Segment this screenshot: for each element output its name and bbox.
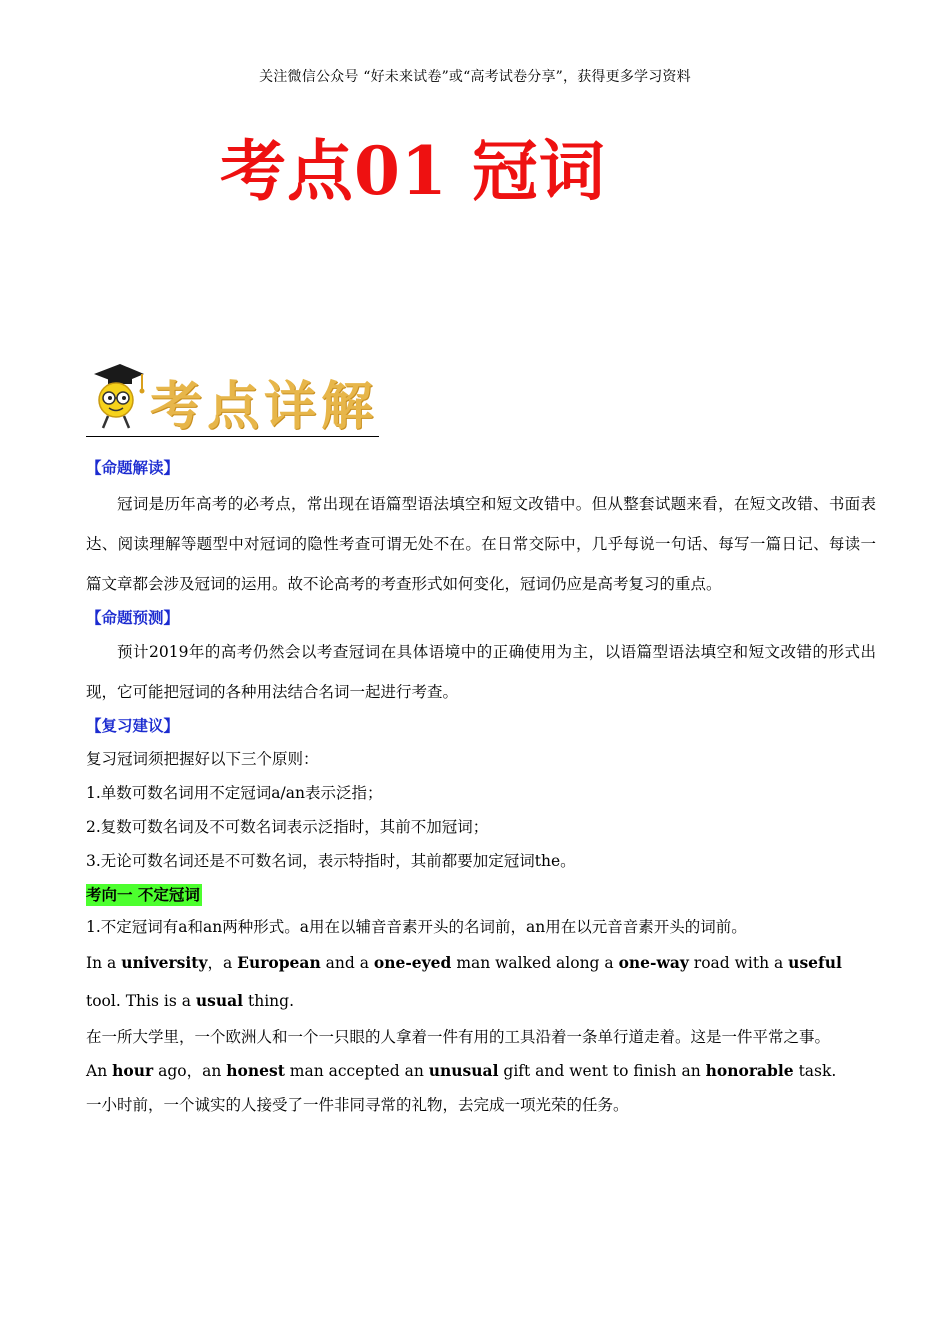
example-sentence-1 xyxy=(86,944,876,1020)
example-keyword: hour xyxy=(112,1061,154,1080)
graduate-mascot-icon xyxy=(86,360,148,430)
example-text: In a xyxy=(86,954,122,972)
example-keyword: useful xyxy=(788,953,842,972)
main-content xyxy=(86,456,876,1122)
example-keyword: one-way xyxy=(618,953,689,972)
example-keyword: European xyxy=(237,953,321,972)
section-title-interpretation: 【命题解读】 xyxy=(86,458,180,477)
example-text: man accepted an xyxy=(284,1062,429,1080)
example-text: road with a xyxy=(688,954,789,972)
section-title-prediction: 【命题预测】 xyxy=(86,608,180,627)
advice-item: 1.单数可数名词用不定冠词a/an表示泛指； xyxy=(86,784,383,802)
example-keyword: usual xyxy=(195,991,244,1010)
example-sentence-2 xyxy=(86,1054,876,1088)
advice-item: 2.复数可数名词及不可数名词表示泛指时，其前不加冠词； xyxy=(86,818,489,836)
example-text: tool. This is a xyxy=(86,992,196,1010)
example-text: gift and went to finish an xyxy=(498,1062,706,1080)
example-keyword: honorable xyxy=(705,1061,794,1080)
banner-heading: 考点详解 xyxy=(150,377,379,437)
example-text: An xyxy=(86,1062,113,1080)
advice-intro: 复习冠词须把握好以下三个原则： xyxy=(86,750,319,768)
prediction-body: 预计2019年的高考仍然会以考查冠词在具体语境中的正确使用为主，以语篇型语法填空和短文改错的形式出现，它可能把冠词的各种用法结合名词一起进行考查。 xyxy=(86,643,876,701)
example-text: task. xyxy=(793,1062,837,1080)
header-note: 关注微信公众号 “好未来试卷”或“高考试卷分享”，获得更多学习资料 xyxy=(259,69,691,85)
direction-rule: 1.不定冠词有a和an两种形式。a用在以辅音音素开头的名词前，an用在以元音音素开头的词前。 xyxy=(86,918,747,936)
example-keyword: one-eyed xyxy=(373,953,452,972)
example-text: and a xyxy=(320,954,374,972)
example-text: ，a xyxy=(207,954,238,972)
example-translation-2: 一小时前，一个诚实的人接受了一件非同寻常的礼物，去完成一项光荣的任务。 xyxy=(86,1096,629,1114)
section-banner xyxy=(86,348,379,437)
example-keyword: honest xyxy=(226,1061,285,1080)
example-text: man walked along a xyxy=(451,954,619,972)
advice-item: 3.无论可数名词还是不可数名词，表示特指时，其前都要加定冠词the。 xyxy=(86,852,576,870)
example-text: ago，an xyxy=(153,1062,227,1080)
page-title: 考点01 冠词 xyxy=(220,132,606,210)
example-keyword: university xyxy=(121,953,208,972)
direction-title: 考向一 不定冠词 xyxy=(86,885,200,904)
interpretation-body: 冠词是历年高考的必考点，常出现在语篇型语法填空和短文改错中。但从整套试题来看，在短文改错、书面表达、阅读理解等题型中对冠词的隐性考查可谓无处不在。在日常交际中，几乎每说一句话、每写一篇日记、每读一篇文章都会涉及冠词的运用。故不论高考的考查形式如何变化，冠词仍应是高考复习的重点。 xyxy=(86,495,876,593)
example-translation-1: 在一所大学里，一个欧洲人和一个一只眼的人拿着一件有用的工具沿着一条单行道走着。这是一件平常之事。 xyxy=(86,1028,831,1046)
example-text: thing. xyxy=(243,992,295,1010)
section-title-advice: 【复习建议】 xyxy=(86,716,180,735)
example-keyword: unusual xyxy=(428,1061,499,1080)
